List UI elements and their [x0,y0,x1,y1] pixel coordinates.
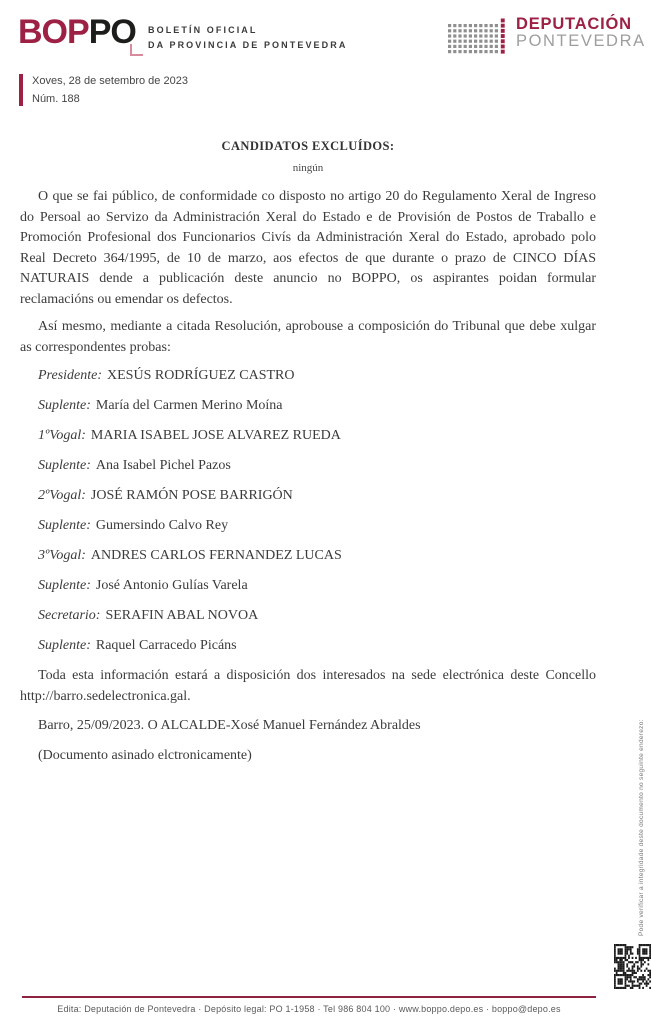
list-item [38,636,596,657]
tagline-line1: BOLETÍN OFICIAL [148,25,258,35]
paragraph: Así mesmo, mediante a citada Resolución, aprobouse a composición do Tribunal que debe xulgar as correspondentes probas: [20,319,596,355]
tribunal-role: Suplente: [38,638,91,653]
tribunal-name: XESÚS RODRÍGUEZ CASTRO [107,368,295,383]
signature-line: Barro, 25/09/2023. O ALCALDE-Xosé Manuel Fernández Abraldes [38,718,421,733]
issue-accent-bar [19,74,23,106]
verification-text: Pode verificar a integridade deste documento no seguinte enderezo: [638,719,645,936]
corner-bracket-icon [130,44,143,56]
issue-date: Xoves, 28 de setembro de 2023 [32,75,188,87]
tribunal-role: Presidente: [38,368,103,383]
footer-divider [22,996,596,998]
tribunal-role: 3ºVogal: [38,548,86,563]
list-item [38,516,596,537]
boppo-logo-po: PO [88,13,136,51]
signature-note: (Documento asinado elctronicamente) [38,747,252,763]
list-item [38,456,596,477]
tribunal-role: Secretario: [38,608,101,623]
tribunal-role: 2ºVogal: [38,488,86,503]
tribunal-role: Suplente: [38,398,91,413]
bulletin-tagline [148,23,347,53]
tribunal-list [20,366,596,657]
issue-block [19,72,188,108]
tribunal-name: ANDRES CARLOS FERNANDEZ LUCAS [90,548,342,563]
pontevedra-name: PONTEVEDRA [516,32,646,50]
list-item [38,546,596,567]
boppo-logo [18,12,136,52]
deputacion-wordmark [516,16,646,50]
deputacion-logo [448,16,646,56]
section-heading: CANDIDATOS EXCLUÍDOS: [221,139,395,153]
tribunal-name: MARIA ISABEL JOSE ALVAREZ RUEDA [90,428,341,443]
tribunal-role: 1ºVogal: [38,428,86,443]
list-item [38,366,596,387]
document-body [20,139,596,766]
availability-paragraph: Toda esta información estará a disposición dos interesados na sede electrónica deste Concello http://barro.sedelectronica.gal. [20,668,596,704]
paragraph: O que se fai público, de conformidade co disposto no artigo 20 do Regulamento Xeral de Ingreso do Persoal ao Servizo da Administración Xeral do Estado e de Provisión de Postos de Traballo e Promoción Profesional dos Funcionarios Civís da Administración Xeral do Estado, aprobado polo Real Decreto 364/1995, de 10 de marzo, aos efectos de que durante o prazo de CINCO DÍAS NATURAIS dende a publicación deste anuncio no BOPPO, os aspirantes poidan formular reclamacións ou emendar os defectos. [20,189,596,307]
tribunal-role: Suplente: [38,458,91,473]
tribunal-name: María del Carmen Merino Moína [95,398,283,413]
tribunal-name: José Antonio Gulías Varela [95,578,248,593]
tribunal-name: Ana Isabel Pichel Pazos [95,458,231,473]
tribunal-name: SERAFIN ABAL NOVOA [105,608,259,623]
list-item [38,396,596,417]
tribunal-name: Gumersindo Calvo Rey [95,518,229,533]
section-value: ningún [292,162,324,174]
qr-code-icon [614,944,651,989]
tagline-line2: DA PROVINCIA DE PONTEVEDRA [148,40,348,50]
list-item [38,606,596,627]
boppo-logo-bop: BOP [18,13,89,51]
issue-number: Núm. 188 [32,93,80,105]
list-item [38,576,596,597]
tribunal-role: Suplente: [38,578,91,593]
tribunal-name: Raquel Carracedo Picáns [95,638,237,653]
tribunal-name: JOSÉ RAMÓN POSE BARRIGÓN [90,488,293,503]
list-item [38,486,596,507]
list-item [38,426,596,447]
tribunal-role: Suplente: [38,518,91,533]
dot-grid-icon [448,18,508,56]
deputacion-name: DEPUTACIÓN [516,15,632,33]
footer-text: Edita: Deputación de Pontevedra · Depósito legal: PO 1-1958 · Tel 986 804 100 · www.boppo.depo.es · boppo@depo.es [57,1004,561,1014]
